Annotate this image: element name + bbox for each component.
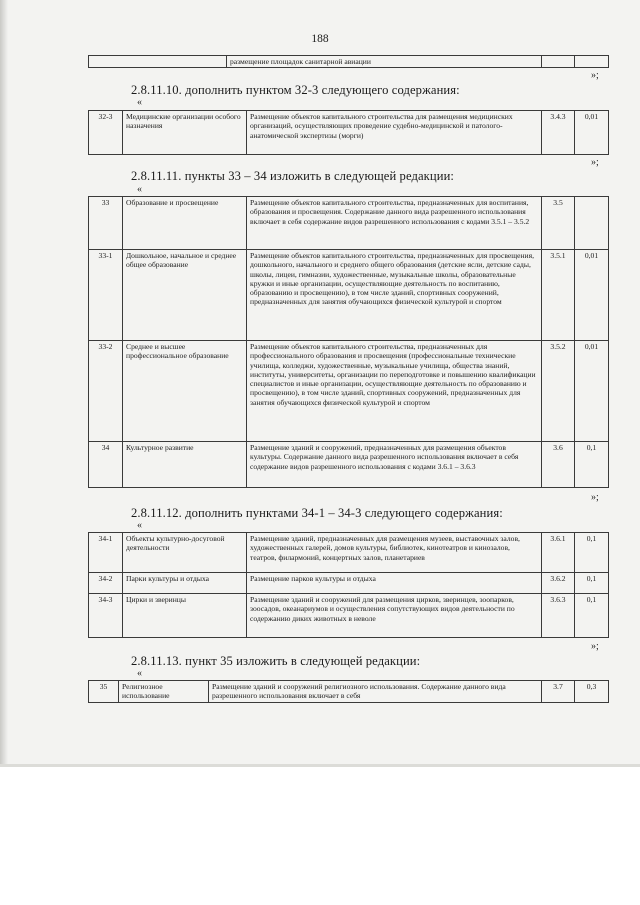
row-code: 34-3 <box>89 594 123 638</box>
row-kod: 3.7 <box>542 681 575 703</box>
closing-quote: »; <box>591 70 599 81</box>
row-kod: 3.6.3 <box>542 594 575 638</box>
row-kod: 3.5.2 <box>542 341 575 442</box>
row-code: 32-3 <box>89 111 123 155</box>
row-code: 33 <box>89 197 123 250</box>
row-name: Религиозное использование <box>119 681 209 703</box>
row-description: Размещение зданий и сооружений для размещения цирков, зверинцев, зоопарков, зоосадов, океанариумов и осуществления сопутствующих видов деятельности по содержанию диких животных в неволе <box>247 594 542 638</box>
row-value: 0,1 <box>575 594 609 638</box>
table-row <box>89 341 609 442</box>
table-row <box>89 250 609 341</box>
opening-quote: « <box>137 520 142 531</box>
row-description: Размещение объектов капитального строительства для размещения медицинских организаций, осуществляющих проведение судебно-медицинской и патолого-анатомической экспертизы (морги) <box>247 111 542 155</box>
table-row <box>89 56 609 68</box>
row-kod: 3.4.3 <box>542 111 575 155</box>
row-value: 0,01 <box>575 250 609 341</box>
row-description: Размещение зданий и сооружений, предназначенных для размещения объектов культуры. Содержание данного вида разрешенного использования включает в себя содержание видов разрешенного использования с кодами 3.6.1 – 3.6.3 <box>247 442 542 488</box>
row-description: Размещение парков культуры и отдыха <box>247 573 542 594</box>
row-kod: 3.5.1 <box>542 250 575 341</box>
row-kod: 3.6 <box>542 442 575 488</box>
scan-left-edge <box>0 0 8 767</box>
row-value <box>575 197 609 250</box>
section-heading: 2.8.11.10. дополнить пунктом 32-3 следующего содержания: <box>131 83 460 97</box>
zoning-table-2 <box>88 196 609 488</box>
table-cell <box>575 56 609 68</box>
row-value: 0,1 <box>575 533 609 573</box>
zoning-table-1 <box>88 110 609 155</box>
opening-quote: « <box>137 184 142 195</box>
row-value: 0,01 <box>575 111 609 155</box>
row-description: Размещение объектов капитального строительства, предназначенных для просвещения, дошкольного, начального и среднего общего образования (детские ясли, детские сады, школы, лицеи, гимназии, художественные, музыкальные школы, образовательные кружки и иные организации, осуществляющие деятельность по воспитанию, образованию и просвещению), в том числе зданий, спортивных сооружений, предназначенных для занятия обучающихся физической культурой и спортом <box>247 250 542 341</box>
row-description: Размещение объектов капитального строительства, предназначенных для профессионального образования и просвещения (профессиональные технические училища, колледжи, художественные, музыкальные училища, общества знаний, институты, университеты, организации по переподготовке и повышению квалификации специалистов и иные организации, осуществляющие деятельность по образованию и просвещению), в том числе зданий, спортивных сооружений, предназначенных для занятия обучающихся физической культурой и спортом <box>247 341 542 442</box>
table-row <box>89 197 609 250</box>
row-name: Образование и просвещение <box>123 197 247 250</box>
opening-quote: « <box>137 668 142 679</box>
row-kod: 3.5 <box>542 197 575 250</box>
row-kod: 3.6.1 <box>542 533 575 573</box>
continuation-table <box>88 55 609 68</box>
row-code: 34-2 <box>89 573 123 594</box>
row-code: 33-2 <box>89 341 123 442</box>
row-value: 0,3 <box>575 681 609 703</box>
scan-bottom-edge <box>0 764 640 767</box>
section-heading: 2.8.11.12. дополнить пунктами 34-1 – 34-3 следующего содержания: <box>131 506 503 520</box>
row-description: Размещение зданий и сооружений религиозного использования. Содержание данного вида разрешенного использования включает в себя <box>209 681 542 703</box>
row-description: Размещение объектов капитального строительства, предназначенных для воспитания, образования и просвещения. Содержание данного вида разрешенного использования включает в себя содержание видов разрешенного использования с кодами 3.5.1 – 3.5.2 <box>247 197 542 250</box>
section-heading: 2.8.11.13. пункт 35 изложить в следующей редакции: <box>131 654 421 668</box>
zoning-table-4 <box>88 680 609 703</box>
row-name: Цирки и зверинцы <box>123 594 247 638</box>
row-name: Культурное развитие <box>123 442 247 488</box>
table-row <box>89 442 609 488</box>
table-row <box>89 573 609 594</box>
row-value: 0,1 <box>575 573 609 594</box>
row-code: 35 <box>89 681 119 703</box>
row-name: Объекты культурно-досуговой деятельности <box>123 533 247 573</box>
row-code: 33-1 <box>89 250 123 341</box>
table-row <box>89 681 609 703</box>
zoning-table-3 <box>88 532 609 638</box>
row-name: Медицинские организации особого назначения <box>123 111 247 155</box>
row-name: Среднее и высшее профессиональное образование <box>123 341 247 442</box>
table-cell <box>542 56 575 68</box>
row-name: Дошкольное, начальное и среднее общее образование <box>123 250 247 341</box>
row-name: Парки культуры и отдыха <box>123 573 247 594</box>
row-description: Размещение зданий, предназначенных для размещения музеев, выставочных залов, художественных галерей, домов культуры, библиотек, кинотеатров и кинозалов, театров, филармоний, концертных залов, планетариев <box>247 533 542 573</box>
row-value: 0,1 <box>575 442 609 488</box>
row-value: 0,01 <box>575 341 609 442</box>
row-code: 34 <box>89 442 123 488</box>
section-heading: 2.8.11.11. пункты 33 – 34 изложить в следующей редакции: <box>131 169 455 183</box>
opening-quote: « <box>137 97 142 108</box>
closing-quote: »; <box>591 641 599 652</box>
closing-quote: »; <box>591 492 599 503</box>
closing-quote: »; <box>591 157 599 168</box>
table-row <box>89 111 609 155</box>
page-number: 188 <box>311 33 329 45</box>
row-code: 34-1 <box>89 533 123 573</box>
table-row <box>89 533 609 573</box>
table-cell: размещение площадок санитарной авиации <box>227 56 542 68</box>
row-kod: 3.6.2 <box>542 573 575 594</box>
table-cell <box>89 56 227 68</box>
table-row <box>89 594 609 638</box>
